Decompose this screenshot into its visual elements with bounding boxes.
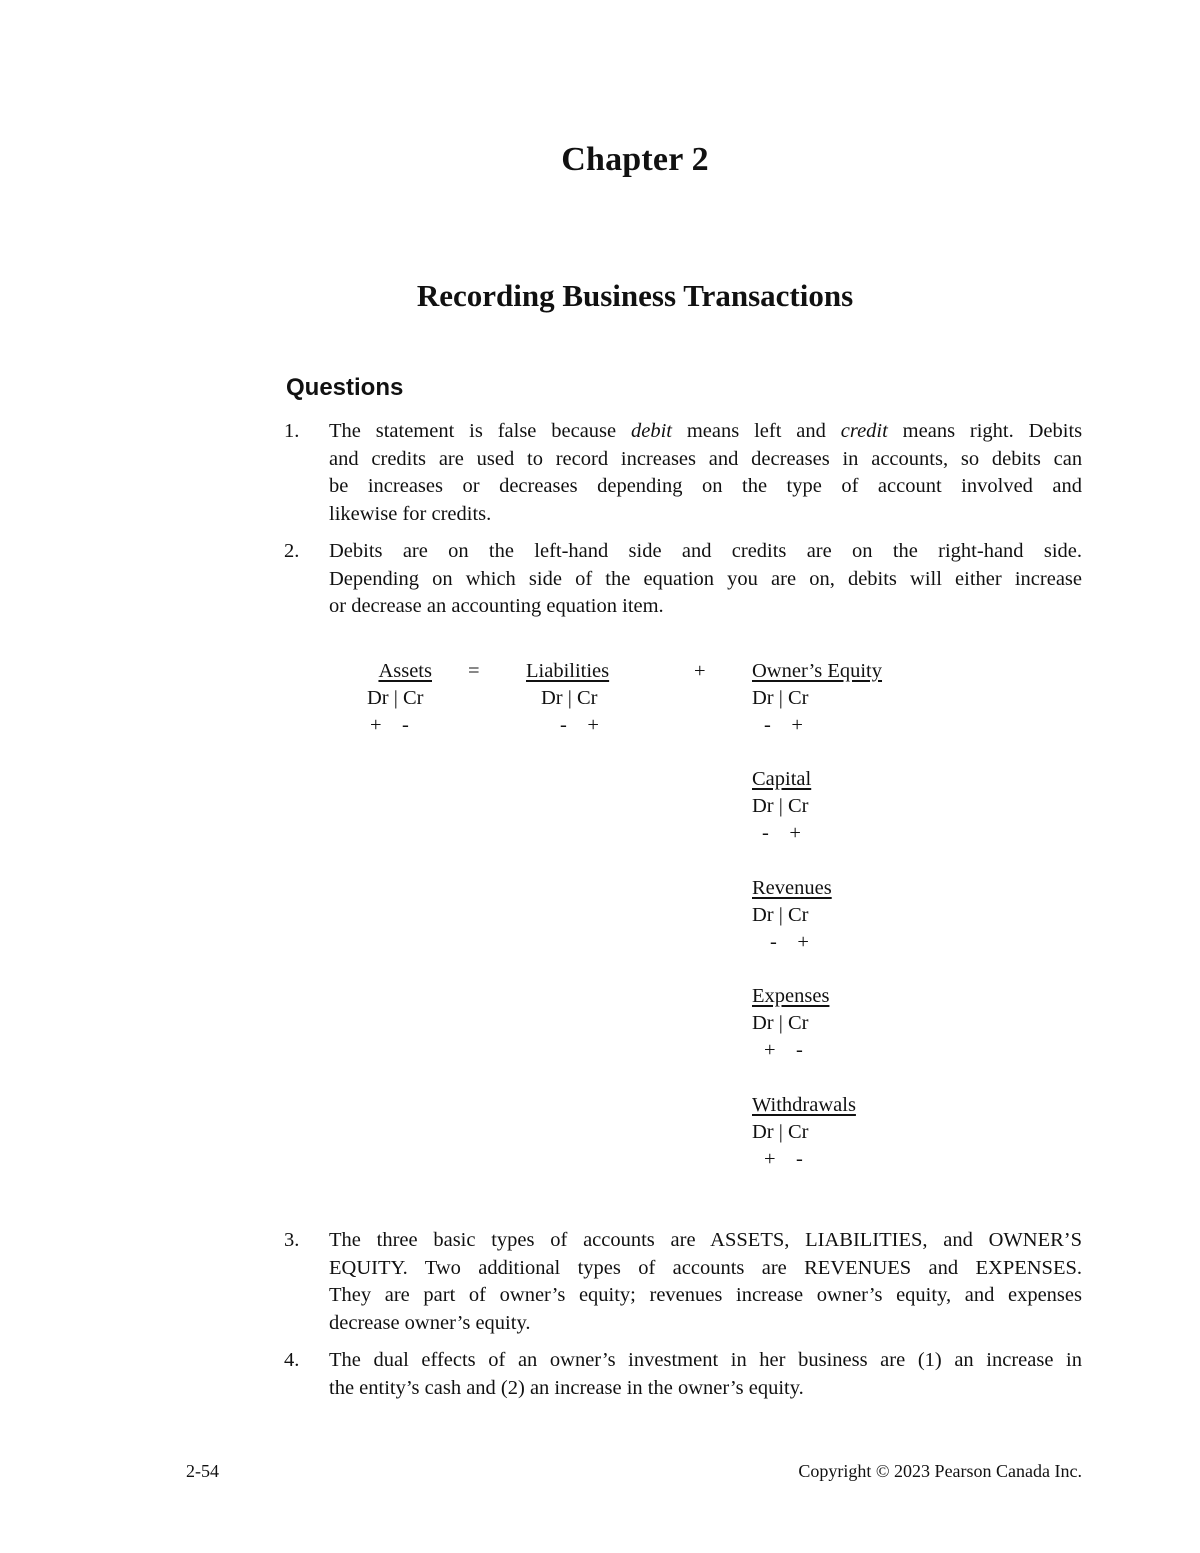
liabilities-sides: Dr | Cr	[541, 687, 598, 709]
question-number: 2.	[284, 540, 300, 562]
assets-heading: Assets	[378, 660, 432, 682]
page-number: 2-54	[186, 1461, 219, 1481]
emphasized-term: credit	[840, 420, 888, 442]
equals-sign: =	[468, 660, 480, 682]
question-text	[329, 1347, 1082, 1402]
assets-signs: + -	[370, 714, 409, 736]
question-number: 4.	[284, 1349, 300, 1371]
question-line: Depending on which side of the equation you are on, debits will either increase	[329, 567, 1082, 590]
revenues-heading: Revenues	[752, 877, 832, 899]
capital-heading: Capital	[752, 768, 812, 790]
question-line: and credits are used to record increases and decreases in accounts, so debits can	[329, 447, 1083, 470]
liabilities-heading: Liabilities	[526, 660, 610, 682]
question-line: EQUITY. Two additional types of accounts are REVENUES and EXPENSES.	[329, 1256, 1082, 1279]
question-line: The statement is false because debit means left and credit means right. Debits	[329, 420, 1083, 442]
question-line: decrease owner’s equity.	[329, 1311, 531, 1334]
question-line: The three basic types of accounts are ASSETS, LIABILITIES, and OWNER’S	[329, 1229, 1082, 1251]
liabilities-signs: - +	[560, 714, 599, 736]
chapter-number: Chapter 2	[561, 141, 709, 178]
question-line: or decrease an accounting equation item.	[329, 595, 664, 617]
capital-sides: Dr | Cr	[752, 795, 809, 817]
question-line: be increases or decreases depending on the type of account involved and	[329, 475, 1083, 497]
question-text	[329, 418, 1082, 528]
capital-signs: - +	[762, 822, 801, 844]
withdrawals-heading: Withdrawals	[752, 1094, 856, 1116]
question-number: 1.	[284, 420, 300, 442]
question-line: Debits are on the left-hand side and credits are on the right-hand side.	[329, 540, 1082, 562]
revenues-sides: Dr | Cr	[752, 904, 809, 926]
withdrawals-signs: + -	[764, 1148, 803, 1170]
question-line: likewise for credits.	[329, 502, 492, 525]
section-heading: Questions	[286, 374, 404, 401]
expenses-heading: Expenses	[752, 985, 830, 1007]
question-text	[329, 538, 1082, 621]
expenses-signs: + -	[764, 1039, 803, 1061]
question-line: They are part of owner’s equity; revenues increase owner’s equity, and expenses	[329, 1284, 1082, 1306]
revenues-signs: - +	[770, 931, 809, 953]
question-line: the entity’s cash and (2) an increase in the owner’s equity.	[329, 1376, 804, 1399]
question-text	[329, 1227, 1082, 1337]
equity-signs: - +	[764, 714, 803, 736]
question-number: 3.	[284, 1229, 300, 1251]
copyright-notice: Copyright © 2023 Pearson Canada Inc.	[798, 1461, 1082, 1481]
equity-sides: Dr | Cr	[752, 687, 809, 709]
plus-sign: +	[694, 660, 706, 682]
assets-sides: Dr | Cr	[367, 687, 424, 709]
emphasized-term: debit	[631, 420, 672, 442]
question-line: The dual effects of an owner’s investment in her business are (1) an increase in	[329, 1349, 1082, 1371]
chapter-title: Recording Business Transactions	[416, 278, 854, 313]
withdrawals-sides: Dr | Cr	[752, 1121, 809, 1143]
equity-heading: Owner’s Equity	[752, 660, 883, 682]
expenses-sides: Dr | Cr	[752, 1012, 809, 1034]
